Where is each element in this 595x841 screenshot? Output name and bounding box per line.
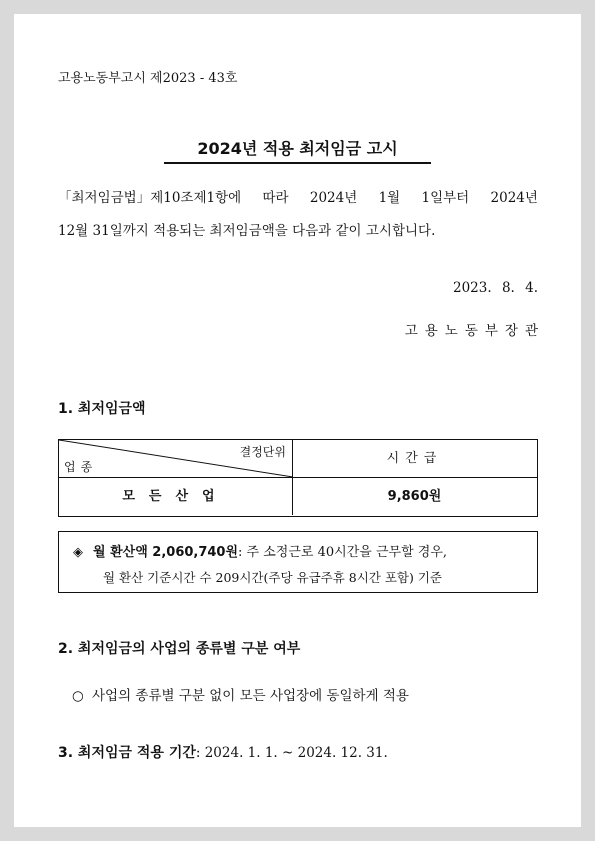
document-title: 2024년 적용 최저임금 고시: [164, 136, 431, 164]
industry-cell: [59, 478, 293, 515]
intro-word: 2024년: [309, 190, 358, 206]
circle-bullet-icon: ○: [72, 688, 84, 704]
notice-date: 2023. 8. 4.: [453, 280, 538, 296]
section-3-heading-label: 3. 최저임금 적용 기간: [58, 745, 196, 761]
note-label: 월 환산액 2,060,740원: [93, 545, 239, 560]
section-2-heading: 2. 최저임금의 사업의 종류별 구분 여부: [58, 641, 301, 657]
document-page: [14, 14, 581, 827]
table-header-diagonal-cell: [59, 440, 293, 477]
wage-cell: [293, 478, 536, 515]
note-line-2: 월 환산 기준시간 수 209시간(주당 유급주휴 8시간 포함) 기준: [103, 570, 443, 585]
note-line-1-rest: : 주 소정근로 40시간을 근무할 경우,: [238, 545, 448, 560]
intro-word: 「최저임금법」제10조제1항에: [58, 190, 242, 206]
section-2-item: [72, 684, 409, 704]
table-header-row: [59, 440, 537, 478]
monthly-conversion-note: [58, 531, 538, 593]
diamond-bullet-icon: ◈: [73, 545, 83, 560]
section-2-item-text: 사업의 종류별 구분 없이 모든 사업장에 동일하게 적용: [92, 688, 409, 704]
hourly-wage-value: 9,860원: [387, 489, 442, 504]
intro-line-2: 12월 31일까지 적용되는 최저임금액을 다음과 같이 고시합니다.: [58, 223, 436, 239]
intro-word: 1일부터: [421, 190, 470, 206]
note-line-1: [73, 541, 447, 560]
minimum-wage-table: [58, 439, 538, 517]
issuer: 고용노동부장관: [404, 323, 545, 339]
table-header-hourly-cell: [293, 440, 536, 477]
intro-word: 1월: [378, 190, 401, 206]
header-hourly: 시간급: [386, 451, 443, 466]
notice-number: 고용노동부고시 제2023 - 43호: [58, 71, 238, 86]
intro-line-1: [58, 186, 538, 206]
intro-word: 따라: [262, 190, 289, 206]
intro-word: 2024년: [490, 190, 538, 206]
section-3-heading: [58, 742, 388, 762]
section-1-heading: 1. 최저임금액: [58, 401, 146, 417]
application-period: : 2024. 1. 1. ~ 2024. 12. 31.: [195, 745, 388, 761]
table-row: [59, 478, 537, 515]
industry-value: 모든산업: [122, 489, 229, 504]
header-decision-unit: 결정단위: [239, 445, 286, 459]
header-industry: 업종: [64, 460, 98, 474]
